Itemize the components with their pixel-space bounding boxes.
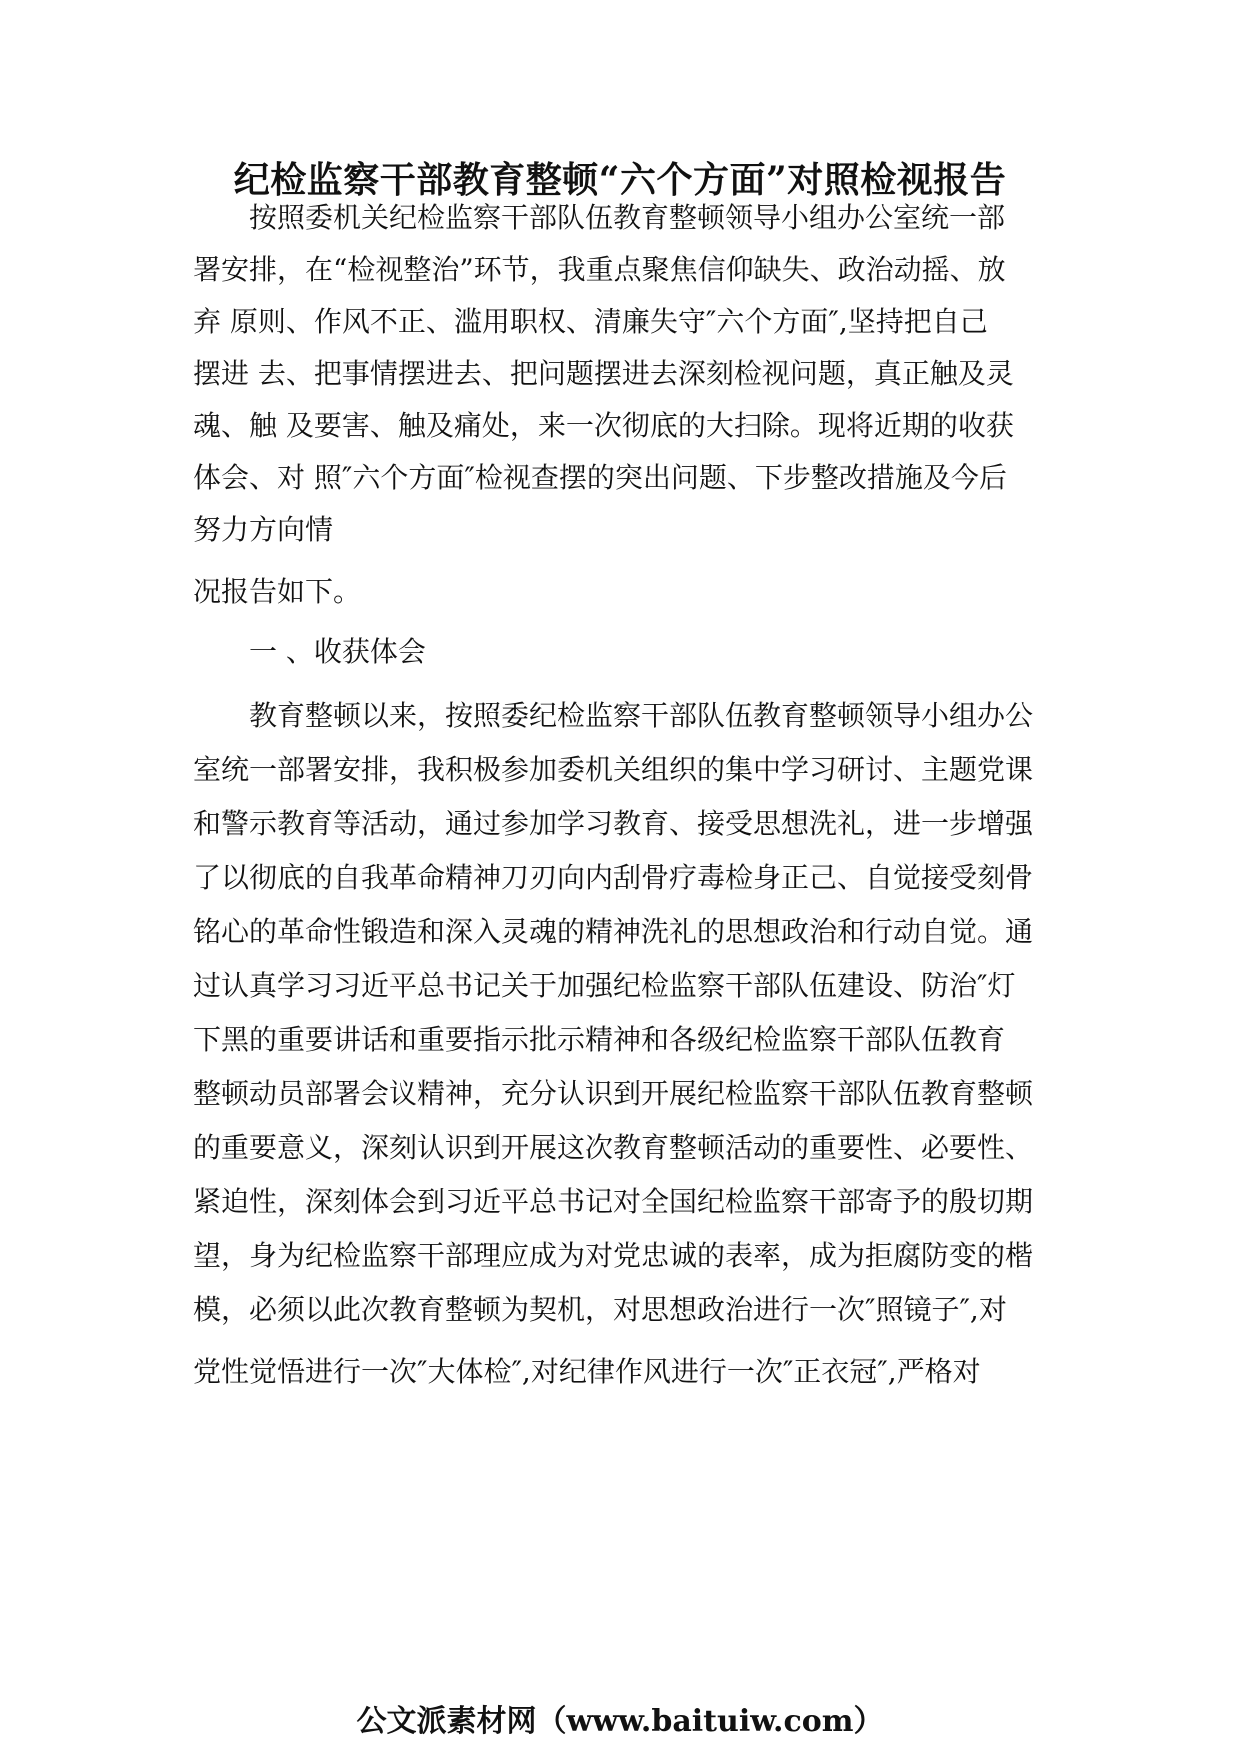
paragraph-line: 努力方向情: [193, 513, 334, 546]
paragraph-line: 的重要意义，深刻认识到开展这次教育整顿活动的重要性、必要性、: [193, 1131, 1034, 1164]
document-title: 纪检监察干部教育整顿“六个方面”对照检视报告: [233, 159, 1007, 201]
paragraph-line: 铭心的革命性锻造和深入灵魂的精神洗礼的思想政治和行动自觉。通: [193, 915, 1034, 948]
paragraph-line: 署安排，在“检视整治”环节，我重点聚焦信仰缺失、政治动摇、放: [193, 253, 1006, 286]
section-heading: 一 、收获体会: [193, 635, 426, 668]
paragraph-line: 和警示教育等活动，通过参加学习教育、接受思想洗礼，进一步增强: [193, 807, 1034, 840]
paragraph-line: 望，身为纪检监察干部理应成为对党忠诚的表率，成为拒腐防变的楷: [193, 1239, 1034, 1272]
footer-source: 公文派素材网（www.baituiw.com）: [356, 1704, 884, 1739]
paragraph-line: 弃 原则、作风不正、滥用职权、清廉失守″六个方面″,坚持把自己: [193, 305, 988, 338]
paragraph-line: 模，必须以此次教育整顿为契机，对思想政治进行一次″照镜子″,对: [193, 1293, 1007, 1326]
paragraph-line: 按照委机关纪检监察干部队伍教育整顿领导小组办公室统一部: [193, 201, 1006, 234]
paragraph-line: 摆进 去、把事情摆进去、把问题摆进去深刻检视问题，真正触及灵: [193, 357, 1014, 390]
paragraph-line: 魂、触 及要害、触及痛处，来一次彻底的大扫除。现将近期的收获: [193, 409, 1014, 442]
paragraph-line: 教育整顿以来，按照委纪检监察干部队伍教育整顿领导小组办公: [193, 699, 1034, 732]
paragraph-line: 了以彻底的自我革命精神刀刃向内刮骨疗毒检身正己、自觉接受刻骨: [193, 861, 1034, 894]
paragraph-line: 紧迫性，深刻体会到习近平总书记对全国纪检监察干部寄予的殷切期: [193, 1185, 1034, 1218]
paragraph-line: 下黑的重要讲话和重要指示批示精神和各级纪检监察干部队伍教育: [193, 1023, 1006, 1056]
paragraph-line: 整顿动员部署会议精神，充分认识到开展纪检监察干部队伍教育整顿: [193, 1077, 1034, 1110]
paragraph-line: 室统一部署安排，我积极参加委机关组织的集中学习研讨、主题党课: [193, 753, 1034, 786]
paragraph-line: 过认真学习习近平总书记关于加强纪检监察干部队伍建设、防治″灯: [193, 969, 1016, 1002]
paragraph-line: 党性觉悟进行一次″大体检″,对纪律作风进行一次″正衣冠″,严格对: [193, 1355, 981, 1388]
paragraph-line: 体会、对 照″六个方面″检视查摆的突出问题、下步整改措施及今后: [193, 461, 1007, 494]
paragraph-line: 况报告如下。: [193, 575, 362, 608]
